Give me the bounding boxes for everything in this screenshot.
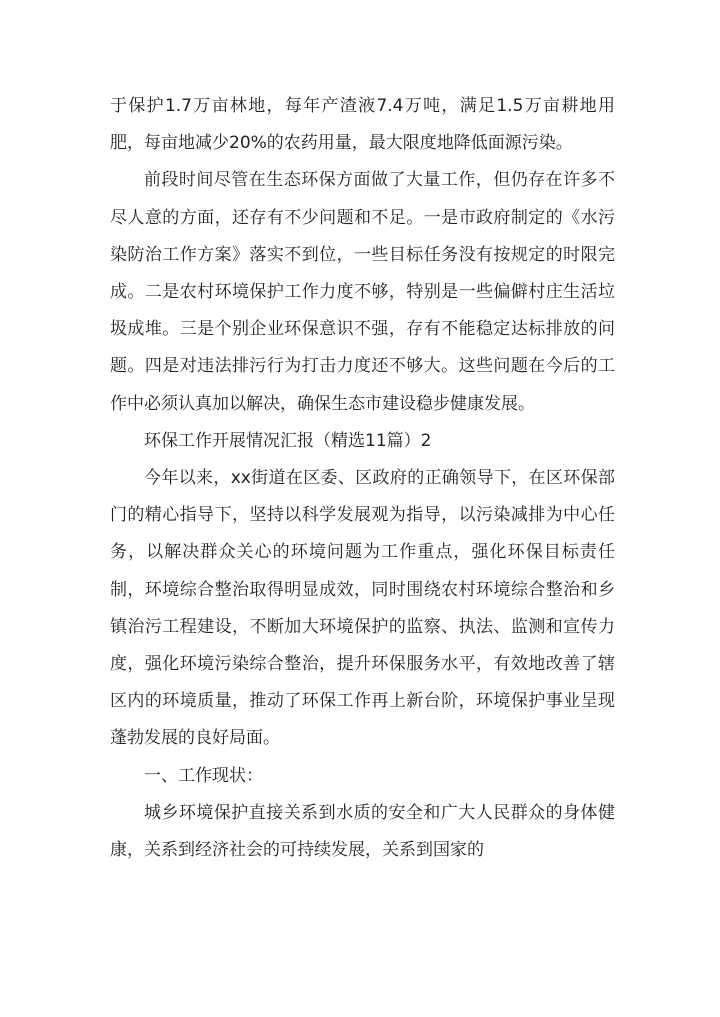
document-body — [110, 88, 615, 869]
paragraph-continuation: 于保护1.7万亩林地，每年产渣液7.4万吨，满足1.5万亩耕地用肥，每亩地减少20%的农药用量，最大限度地降低面源污染。 — [110, 96, 615, 154]
paragraph-existing-problems: 前段时间尽管在生态环保方面做了大量工作，但仍存在许多不尽人意的方面，还存有不少问题和不足。一是市政府制定的《水污染防治工作方案》落实不到位，一些目标任务没有按规定的时限完成。二是农村环境保护工作力度不够，特别是一些偏僻村庄生活垃圾成堆。三是个别企业环保意识不强，存有不能稳定达标排放的问题。四是对违法排污行为打击力度还不够大。这些问题在今后的工作中必须认真加以解决，确保生态市建设稳步健康发展。 — [110, 170, 615, 414]
paragraph-work-status: 城乡环境保护直接关系到水质的安全和广大人民群众的身体健康，关系到经济社会的可持续发展，关系到国家的 — [110, 802, 615, 861]
heading-work-status: 一、工作现状： — [144, 765, 263, 786]
section-title: 环保工作开展情况汇报（精选11篇）2 — [144, 430, 432, 451]
paragraph-intro: 今年以来，xx街道在区委、区政府的正确领导下，在区环保部门的精心指导下，坚持以科学发展观为指导，以污染减排为中心任务，以解决群众关心的环境问题为工作重点，强化环保目标责任制，环境综合整治取得明显成效，同时围绕农村环境综合整治和乡镇治污工程建设，不断加大环境保护的监察、执法、监测和宣传力度，强化环境污染综合整治，提升环保服务水平，有效地改善了辖区内的环境质量，推动了环保工作再上新台阶，环境保护事业呈现蓬勃发展的良好局面。 — [110, 468, 615, 749]
